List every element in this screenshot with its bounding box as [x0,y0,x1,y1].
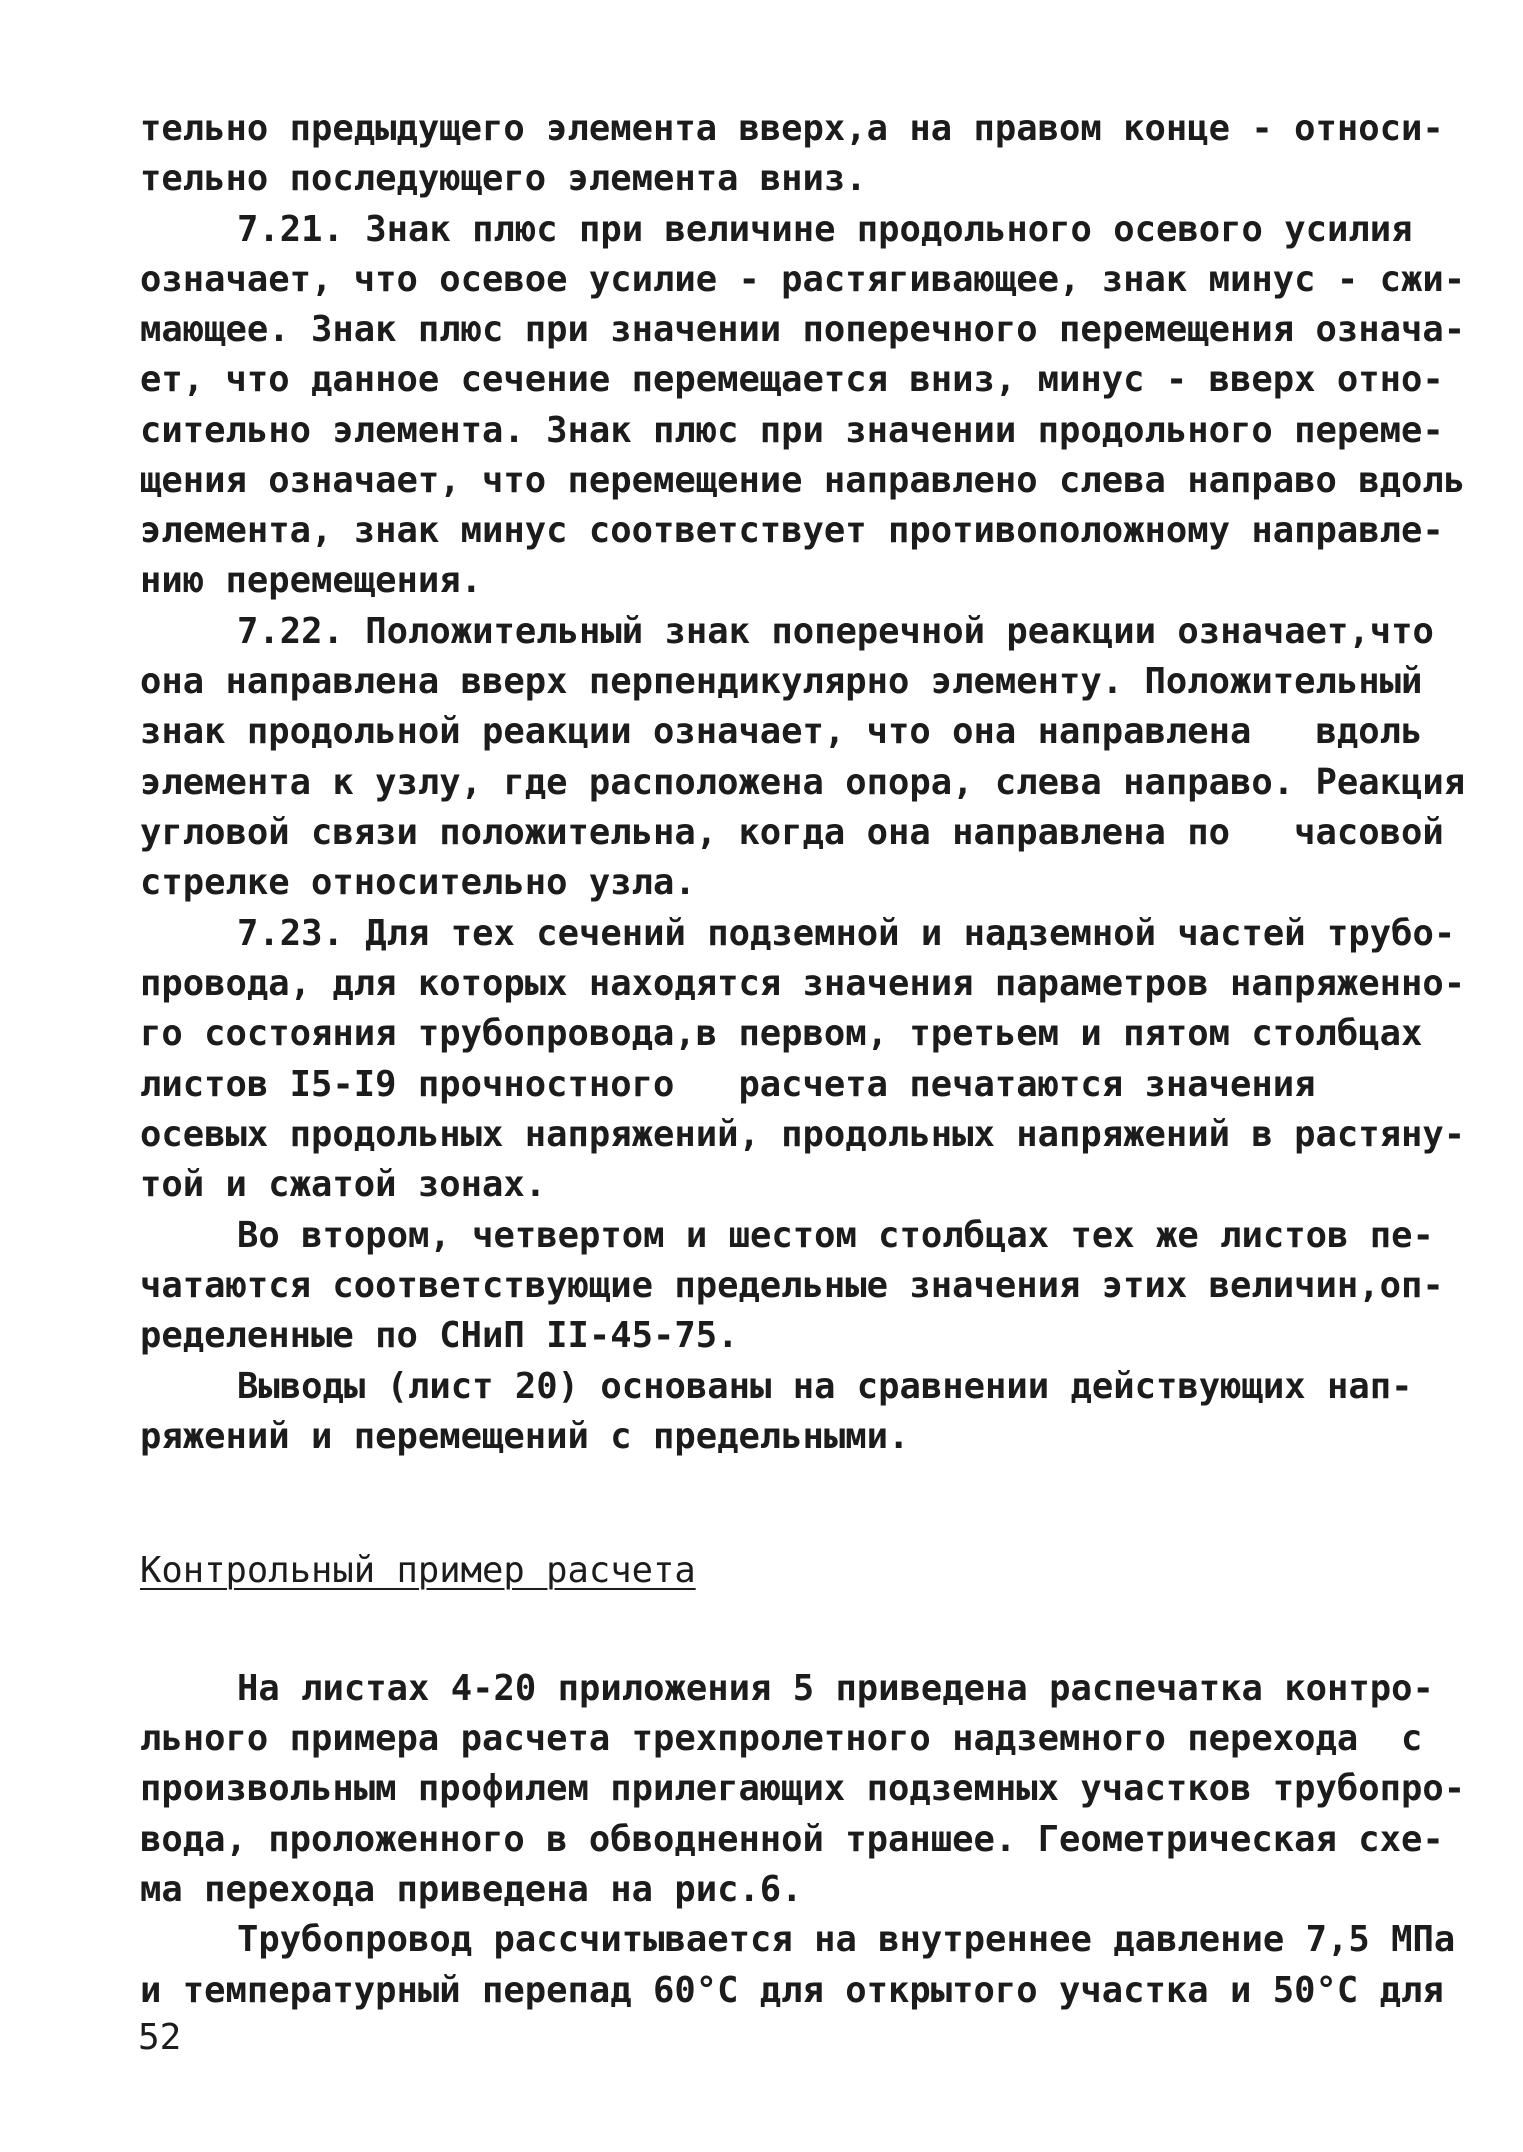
text-line: угловой связи положительна, когда она направлена по часовой [140,812,1444,853]
text-line: тельно последующего элемента вниз. [140,158,867,199]
text-line: На листах 4-20 приложения 5 приведена распечатка контро- [237,1668,1434,1709]
text-line: ет, что данное сечение перемещается вниз, минус - вверх отно- [140,359,1444,400]
text-line: тельно предыдущего элемента вверх,а на правом конце - относи- [140,108,1444,149]
text-line: элемента к узлу, где расположена опора, слева направо. Реакция [140,762,1466,803]
text-line: нию перемещения. [140,560,482,601]
text-line: листов I5-I9 прочностного расчета печатаются значения [140,1064,1316,1105]
text-line: 7.23. Для тех сечений подземной и надземной частей трубо- [237,913,1456,954]
text-line: Во втором, четвертом и шестом столбцах тех же листов пе- [237,1215,1434,1256]
text-line: го состояния трубопровода,в первом, третьем и пятом столбцах [140,1013,1423,1054]
section-heading: Контрольный пример расчета [140,1550,696,1591]
text-line: она направлена вверх перпендикулярно элементу. Положительный [140,661,1423,702]
text-line: ма перехода приведена на рис.6. [140,1869,803,1910]
text-line: произвольным профилем прилегающих подземных участков трубопро- [140,1768,1466,1809]
text-line: 7.21. Знак плюс при величине продольного осевого усилия [237,209,1413,250]
text-line: той и сжатой зонах. [140,1164,547,1205]
text-line: и температурный перепад 60°С для открытого участка и 50°С для [140,1970,1444,2011]
text-line: 7.22. Положительный знак поперечной реакции означает,что [237,611,1434,652]
text-line: осевых продольных напряжений, продольных напряжений в растяну- [140,1114,1466,1155]
text-line: знак продольной реакции означает, что она направлена вдоль [140,711,1423,752]
text-line: льного примера расчета трехпролетного надземного перехода с [140,1718,1423,1759]
text-line: сительно элемента. Знак плюс при значении продольного переме- [140,410,1444,451]
text-line: вода, проложенного в обводненной траншее. Геометрическая схе- [140,1819,1444,1860]
text-line: мающее. Знак плюс при значении поперечного перемещения означа- [140,309,1466,350]
text-line: щения означает, что перемещение направлено слева направо вдоль [140,460,1466,501]
text-line: ряжений и перемещений с предельными. [140,1416,910,1457]
text-line: провода, для которых находятся значения параметров напряженно- [140,963,1466,1004]
text-line: чатаются соответствующие предельные значения этих величин,оп- [140,1265,1444,1306]
text-line: ределенные по СНиП II-45-75. [140,1315,739,1356]
text-line: стрелке относительно узла. [140,862,696,903]
text-line: элемента, знак минус соответствует противоположному направле- [140,510,1444,551]
text-line: Выводы (лист 20) основаны на сравнении действующих нап- [237,1366,1413,1407]
page-number: 52 [138,2017,182,2058]
text-line: означает, что осевое усилие - растягивающее, знак минус - сжи- [140,259,1466,300]
text-line: Трубопровод рассчитывается на внутреннее давление 7,5 МПа [237,1919,1456,1960]
